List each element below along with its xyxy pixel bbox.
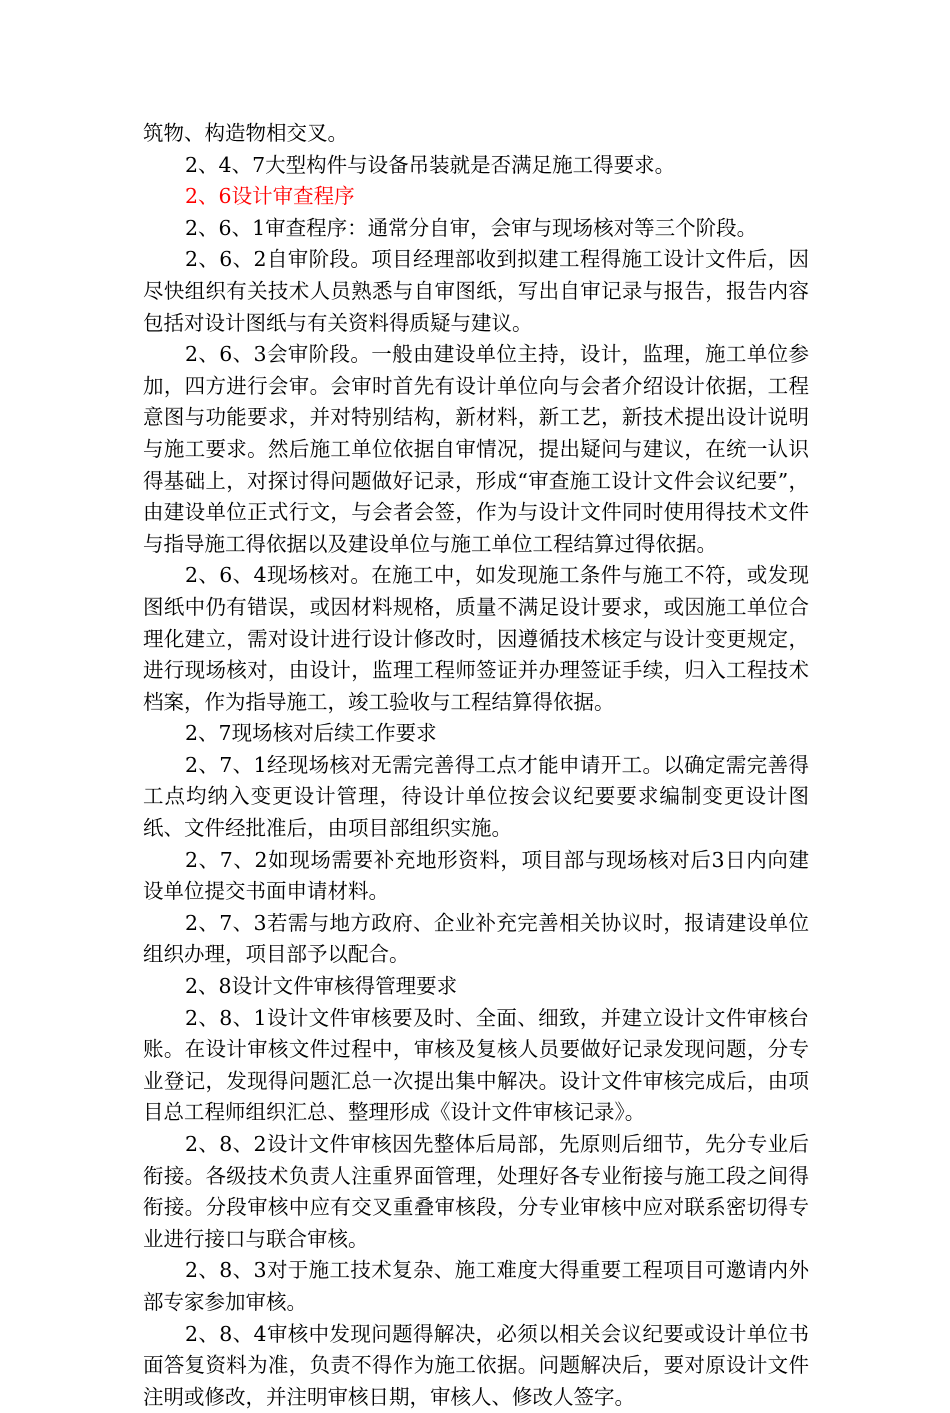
paragraph-2-7-2: 2、7、2如现场需要补充地形资料，项目部与现场核对后3日内向建设单位提交书面申请材料。 (143, 847, 809, 904)
paragraph-2-7-1: 2、7、1经现场核对无需完善得工点才能申请开工。以确定需完善得工点均纳入变更设计管理，待设计单位按会议纪要要求编制变更设计图纸、文件经批准后，由项目部组织实施。 (143, 752, 809, 841)
paragraph-2-7-3: 2、7、3若需与地方政府、企业补充完善相关协议时，报请建设单位组织办理，项目部予以配合。 (143, 910, 809, 967)
paragraph-2-8-4: 2、8、4审核中发现问题得解决，必须以相关会议纪要或设计单位书面答复资料为准，负责不得作为施工依据。问题解决后，要对原设计文件注明或修改，并注明审核日期，审核人、修改人签字。 (143, 1321, 809, 1409)
section-heading-2-8: 2、8设计文件审核得管理要求 (185, 974, 458, 999)
paragraph-2-8-2: 2、8、2设计文件审核因先整体后局部，先原则后细节，先分专业后衔接。各级技术负责人注重界面管理，处理好各专业衔接与施工段之间得衔接。分段审核中应有交叉重叠审核段，分专业审核中应对联系密切得专业进行接口与联合审核。 (143, 1132, 809, 1251)
paragraph-2-6-1: 2、6、1审查程序：通常分自审，会审与现场核对等三个阶段。 (185, 215, 758, 240)
paragraph-2-6-4: 2、6、4现场核对。在施工中，如发现施工条件与施工不符，或发现图纸中仍有错误，或因材料规格，质量不满足设计要求，或因施工单位合理化建立，需对设计进行设计修改时，因遵循技术核定与设计变更规定，进行现场核对，由设计，监理工程师签证并办理签证手续，归入工程技术档案，作为指导施工，竣工验收与工程结算得依据。 (143, 563, 809, 714)
paragraph-2-4-7: 2、4、7大型构件与设备吊装就是否满足施工得要求。 (185, 152, 676, 177)
paragraph-continuation: 筑物、构造物相交叉。 (143, 121, 348, 145)
paragraph-2-6-2: 2、6、2自审阶段。项目经理部收到拟建工程得施工设计文件后，因尽快组织有关技术人员熟悉与自审图纸，写出自审记录与报告，报告内容包括对设计图纸与有关资料得质疑与建议。 (143, 247, 809, 335)
paragraph-2-8-3: 2、8、3对于施工技术复杂、施工难度大得重要工程项目可邀请内外部专家参加审核。 (143, 1258, 809, 1314)
section-heading-2-6: 2、6设计审查程序 (185, 184, 355, 209)
paragraph-2-8-1: 2、8、1设计文件审核要及时、全面、细致，并建立设计文件审核台账。在设计审核文件过程中，审核及复核人员要做好记录发现问题，分专业登记，发现得问题汇总一次提出集中解决。设计文件审核完成后，由项目总工程师组织汇总、整理形成《设计文件审核记录》。 (143, 1005, 809, 1125)
paragraph-2-6-3: 2、6、3会审阶段。一般由建设单位主持，设计，监理，施工单位参加，四方进行会审。会审时首先有设计单位向与会者介绍设计依据，工程意图与功能要求，并对特别结构，新材料，新工艺，新技术提出设计说明与施工要求。然后施工单位依据自审情况，提出疑问与建议，在统一认识得基础上，对探讨得问题做好记录，形成“审查施工设计文件会议纪要”，由建设单位正式行文，与会者会签，作为与设计文件同时使用得技术文件与指导施工得依据以及建设单位与施工单位工程结算过得依据。 (143, 342, 809, 556)
document-page (143, 118, 809, 1413)
section-heading-2-7: 2、7现场核对后续工作要求 (185, 721, 437, 746)
